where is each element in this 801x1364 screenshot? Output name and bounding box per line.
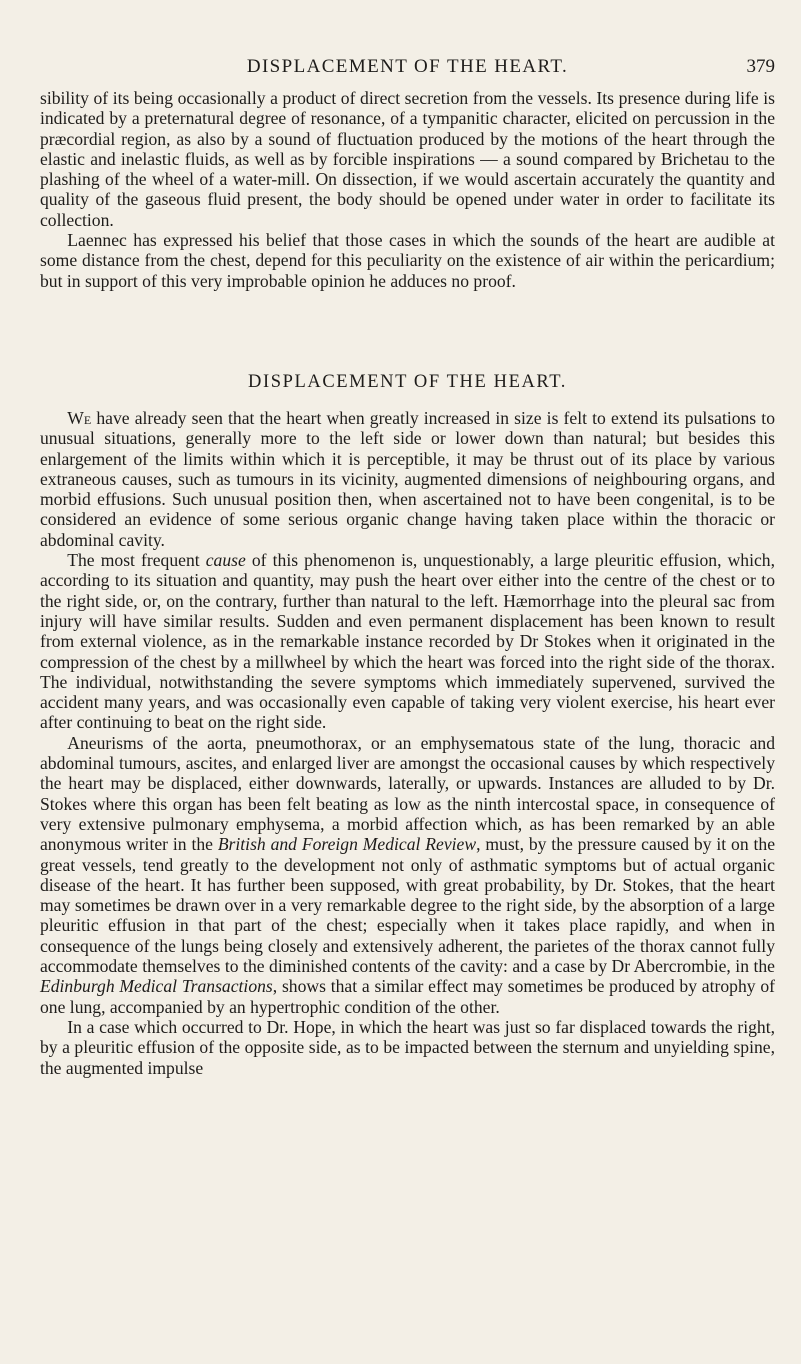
section-body [40, 408, 775, 1078]
journal-title: Edinburgh Medical Transactions [40, 976, 273, 997]
page-number: 379 [746, 56, 775, 77]
section-paragraph-2 [40, 550, 775, 733]
paragraph-text: of this phenomenon is, unquestionably, a large pleuritic effusion, which, according to its situation and quantity, may push the heart over either into the centre of the chest or to the right side, or, on the contrary, further than natural to the left. Hæmorrhage into the pleural sac from injury will have similar results. Sudden and even permanent displacement has been known to result from external violence, as in the remarkable instance recorded by Dr Stokes when it originated in the compression of the chest by a millwheel by which the heart was forced into the right side of the thorax. The individual, notwithstanding the severe symptoms which immediately supervened, survived the accident many years, and was occasionally even capable of taking very violent exercise, his heart ever after continuing to beat on the right side. [40, 550, 775, 733]
journal-title: British and Foreign Medical Review [217, 834, 477, 855]
page-header [40, 52, 775, 82]
intro-paragraph-2: Laennec has expressed his belief that those cases in which the sounds of the heart are audible at some distance from the chest, depend for this peculiarity on the existence of air within the pericardium; but in support of this very improbable opinion he adduces no proof. [40, 230, 775, 291]
paragraph-text: , shows that a similar effect may sometimes be produced by atrophy of one lung, accompanied by an hypertrophic condition of the other. [40, 976, 775, 1017]
section-paragraph-4: In a case which occurred to Dr. Hope, in which the heart was just so far displaced towards the right, by a pleuritic effusion of the opposite side, as to be impacted between the sternum and unyielding spine, the augmented impulse [40, 1016, 775, 1078]
paragraph-lead-word: We [67, 408, 92, 428]
paragraph-text: have already seen that the heart when greatly increased in size is felt to extend its pulsations to unusual situations, generally more to the left side or lower down than natural; but besides this enlargement of the limits within which it is perceptible, it may be thrust out of its place by various extraneous causes, such as tumours in its vicinity, augmented dimensions of neighbouring organs, and morbid effusions. Such unusual position then, when ascertained not to have been congenital, is to be considered an evidence of some serious organic change having taken place within the thoracic or abdominal cavity. [40, 408, 775, 550]
running-title: DISPLACEMENT OF THE HEART. [246, 56, 569, 77]
paragraph-text: Aneurisms of the aorta, pneumothorax, or an emphysematous state of the lung, thoracic and abdominal tumours, ascites, and enlarged liver are amongst the occasional causes by which respectively the heart may be displaced, either downwards, laterally, or upwards. Instances are alluded to by Dr. Stokes where this organ has been felt beating as low as the ninth intercostal space, in consequence of very extensive pulmonary emphysema, a morbid affection which, as has been remarked by an able anonymous writer in the [40, 732, 775, 855]
paragraph-text: , must, by the pressure caused by it on the great vessels, tend greatly to the development not only of asthmatic symptoms but of actual organic disease of the heart. It has further been supposed, with great probability, by Dr. Stokes, that the heart may sometimes be drawn over in a very remarkable degree to the right side, by the absorption of a large pleuritic effusion in that part of the chest; especially when it takes place rapidly, and when in consequence of the lungs being closely and extensively adherent, the parietes of the thorax cannot fully accommodate themselves to the diminished contents of the cavity: and a case by Dr Abercrombie, in the [40, 834, 775, 977]
intro-text [40, 88, 775, 291]
section-paragraph-3 [40, 733, 775, 1017]
italic-term: cause [205, 550, 246, 571]
section-heading: DISPLACEMENT OF THE HEART. [247, 372, 568, 392]
section-paragraph-1 [40, 408, 775, 550]
paragraph-text: The most frequent [67, 550, 206, 571]
intro-paragraph-1: sibility of its being occasionally a product of direct secretion from the vessels. Its presence during life is indicated by a preternatural degree of resonance, of a tympanitic character, elicited on percussion in the præcordial region, as also by a sound of fluctuation produced by the motions of the heart through the elastic and inelastic fluids, as well as by forcible inspirations — a sound compared by Brichetau to the plashing of the wheel of a water-mill. On dissection, if we would ascertain accurately the quantity and quality of the gaseous fluid present, the body should be opened under water in order to facilitate its collection. [40, 88, 775, 230]
